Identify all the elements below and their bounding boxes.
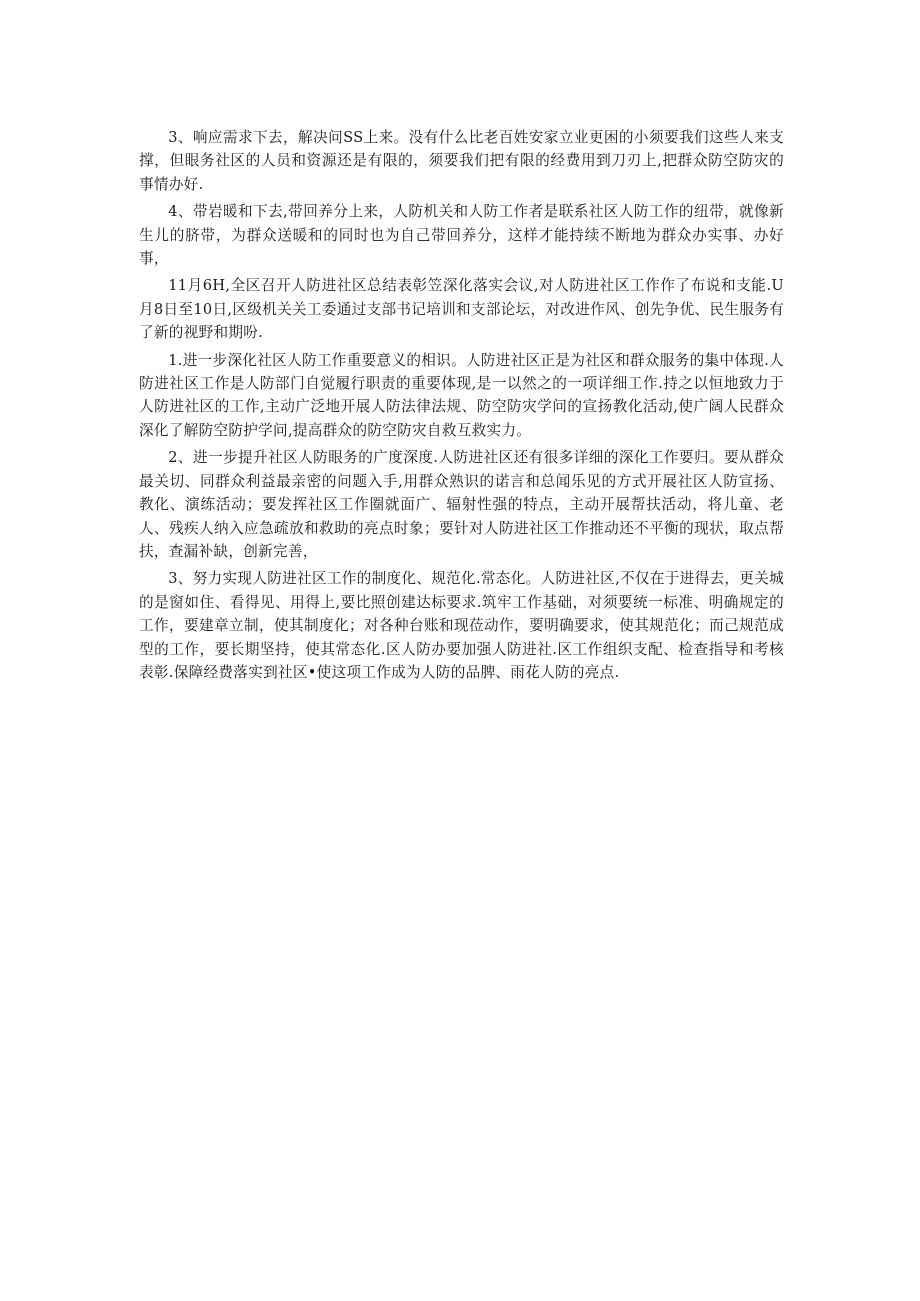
paragraph-response-demand: 3、响应需求下去，解决问SS上来。没有什么比老百姓安家立业更困的小须要我们这些人来支撑，但眼务社区的人员和资源还是有限的，须要我们把有限的经费用到刀刃上,把群众防空防灾的事情办好. <box>139 129 784 193</box>
document-body <box>139 126 784 688</box>
paragraph-institutionalize: 3、努力实现人防进社区工作的制度化、规范化.常态化。人防进社区,不仅在于进得去，更关城的是窗如住、看得见、用得上,要比照创建达标要求.筑牢工作基础，对须要统一标准、明确规定的工作，要建章立制，使其制度化；对各种台账和现莅动作，要明确要求，使其规范化；而己规范成型的工作，要长期坚持，使其常态化.区人防办要加强人防进社.区工作组织支配、检查指导和考核表彰.保障经费落实到社区•使这项工作成为人防的品脾、雨花人防的亮点. <box>139 570 784 681</box>
paragraph-meeting-summary: 11月6H,全区召开人防进社区总结表彰笠深化落实会议,对人防进社区工作作了布说和支能.U月8日至10日,区级机关关工委通过支部书记培训和支部论坛，对改进作风、创先争优、民生服务有了新的视野和期吩. <box>139 277 784 342</box>
paragraph-enhance-service: 2、进一步提升社区人防眼务的广度深度.人防进社区还有很多详细的深化工作要归。要从群众最关切、同群众利益最亲密的问题入手,用群众熟识的诺言和总闻乐见的方式开展社区人防宣扬、教化、演练活动；要发挥社区工作圈就面广、辐射性强的特点，主动开展帮扶活动，将儿童、老人、残疾人纳入应急疏放和救助的亮点时象；要针对人防进社区工作推动还不平衡的现状，取点帮扶，查漏补缺，创新完善， <box>139 449 784 560</box>
paragraph-bring-warmth: 4、带岩暖和下去,带回养分上来，人防机关和人防工作者是联系社区人防工作的纽带，就像新生儿的脐带，为群众送暖和的同时也为自己带回养分，这样才能持续不断地为群众办实事、办好事， <box>139 203 784 268</box>
paragraph-deepen-understanding: 1.进一步深化社区人防工作重要意义的相识。人防进社区正是为社区和群众服务的集中体现.人防进社区工作是人防部门自觉履行职责的重要体现,是一以然之的一项详细工作.持之以恒地致力于人防进社区的工作,主动广泛地开展人防法律法规、防空防灾学问的宣扬教化活动,使广阔人民群众深化了解防空防护学问,提高群众的防空防灾自救互救实力。 <box>139 351 784 439</box>
